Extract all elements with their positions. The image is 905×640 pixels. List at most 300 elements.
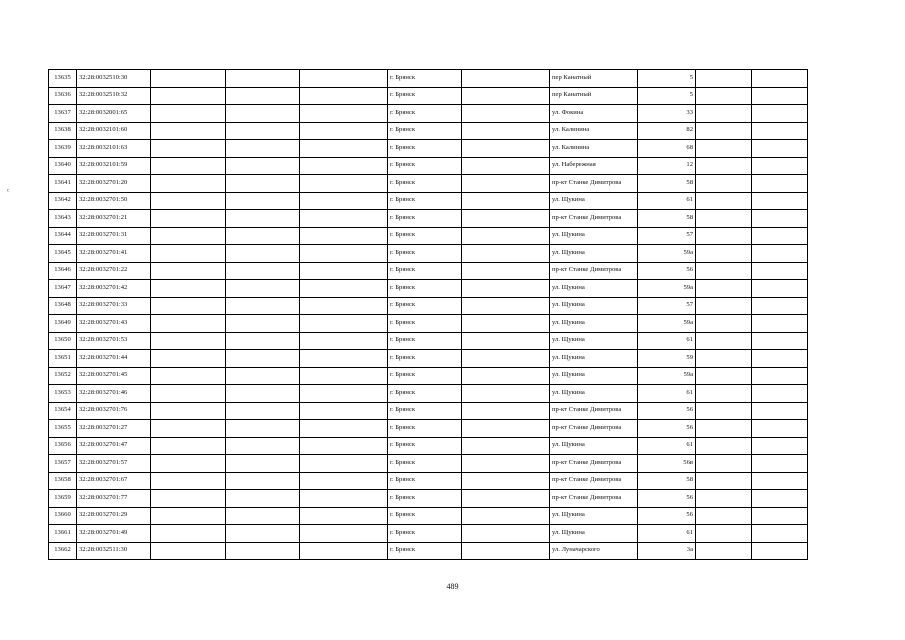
table-row	[49, 350, 808, 368]
house-number-cell: 12	[638, 157, 696, 175]
city-cell: г. Брянск	[388, 140, 462, 158]
cadastral-number-cell: 32:28:0032701:43	[77, 315, 151, 333]
empty-cell	[151, 455, 226, 473]
empty-cell	[226, 472, 300, 490]
city-cell: г. Брянск	[388, 472, 462, 490]
table-row	[49, 385, 808, 403]
empty-cell	[151, 70, 226, 88]
empty-cell	[226, 385, 300, 403]
cadastral-number-cell: 32:28:0032510:30	[77, 70, 151, 88]
street-cell: пр-кт Станке Димитрова	[550, 420, 638, 438]
house-number-cell: 58	[638, 472, 696, 490]
empty-cell	[151, 367, 226, 385]
table-row	[49, 122, 808, 140]
empty-cell	[752, 490, 808, 508]
cadastral-number-cell: 32:28:0032511:30	[77, 542, 151, 560]
cadastral-number-cell: 32:28:0032510:32	[77, 87, 151, 105]
street-cell: ул. Калинина	[550, 122, 638, 140]
house-number-cell: 3а	[638, 542, 696, 560]
table-row	[49, 472, 808, 490]
city-cell: г. Брянск	[388, 227, 462, 245]
cadastral-number-cell: 32:28:0032701:31	[77, 227, 151, 245]
empty-cell	[151, 227, 226, 245]
row-number-cell: 13657	[49, 455, 77, 473]
empty-cell	[752, 297, 808, 315]
row-number-cell: 13640	[49, 157, 77, 175]
street-cell: пр-кт Станке Димитрова	[550, 455, 638, 473]
empty-cell	[752, 420, 808, 438]
cadastral-number-cell: 32:28:0032701:53	[77, 332, 151, 350]
house-number-cell: 56	[638, 490, 696, 508]
empty-cell	[300, 122, 388, 140]
table-row	[49, 402, 808, 420]
empty-cell	[752, 525, 808, 543]
table-row	[49, 280, 808, 298]
house-number-cell: 58	[638, 175, 696, 193]
empty-cell	[462, 87, 550, 105]
empty-cell	[462, 210, 550, 228]
empty-cell	[752, 157, 808, 175]
empty-cell	[300, 245, 388, 263]
empty-cell	[151, 402, 226, 420]
empty-cell	[300, 437, 388, 455]
table-row	[49, 175, 808, 193]
empty-cell	[462, 455, 550, 473]
empty-cell	[151, 420, 226, 438]
table-row	[49, 525, 808, 543]
empty-cell	[696, 332, 752, 350]
city-cell: г. Брянск	[388, 262, 462, 280]
house-number-cell: 61	[638, 192, 696, 210]
row-number-cell: 13660	[49, 507, 77, 525]
empty-cell	[300, 402, 388, 420]
row-number-cell: 13649	[49, 315, 77, 333]
table-row	[49, 227, 808, 245]
house-number-cell: 82	[638, 122, 696, 140]
empty-cell	[696, 140, 752, 158]
city-cell: г. Брянск	[388, 210, 462, 228]
cadastral-number-cell: 32:28:0032701:33	[77, 297, 151, 315]
empty-cell	[226, 140, 300, 158]
house-number-cell: 59а	[638, 245, 696, 263]
cadastral-number-cell: 32:28:0032701:47	[77, 437, 151, 455]
street-cell: ул. Щукина	[550, 507, 638, 525]
empty-cell	[151, 437, 226, 455]
empty-cell	[696, 70, 752, 88]
empty-cell	[462, 122, 550, 140]
row-number-cell: 13646	[49, 262, 77, 280]
cadastral-number-cell: 32:28:0032701:42	[77, 280, 151, 298]
empty-cell	[151, 490, 226, 508]
city-cell: г. Брянск	[388, 420, 462, 438]
empty-cell	[752, 507, 808, 525]
table-row	[49, 297, 808, 315]
empty-cell	[462, 245, 550, 263]
empty-cell	[462, 437, 550, 455]
empty-cell	[151, 262, 226, 280]
empty-cell	[151, 315, 226, 333]
empty-cell	[151, 192, 226, 210]
empty-cell	[300, 332, 388, 350]
empty-cell	[696, 245, 752, 263]
empty-cell	[462, 105, 550, 123]
empty-cell	[226, 227, 300, 245]
city-cell: г. Брянск	[388, 157, 462, 175]
empty-cell	[300, 420, 388, 438]
table-row	[49, 210, 808, 228]
cadastral-number-cell: 32:28:0032701:45	[77, 367, 151, 385]
street-cell: пр-кт Станке Димитрова	[550, 175, 638, 193]
house-number-cell: 56в	[638, 455, 696, 473]
city-cell: г. Брянск	[388, 105, 462, 123]
empty-cell	[696, 227, 752, 245]
empty-cell	[696, 210, 752, 228]
empty-cell	[300, 227, 388, 245]
empty-cell	[300, 297, 388, 315]
cadastral-number-cell: 32:28:0032701:21	[77, 210, 151, 228]
house-number-cell: 61	[638, 385, 696, 403]
empty-cell	[151, 175, 226, 193]
cadastral-number-cell: 32:28:0032101:59	[77, 157, 151, 175]
empty-cell	[226, 315, 300, 333]
row-number-cell: 13645	[49, 245, 77, 263]
city-cell: г. Брянск	[388, 525, 462, 543]
row-number-cell: 13637	[49, 105, 77, 123]
empty-cell	[300, 525, 388, 543]
table-row	[49, 542, 808, 560]
empty-cell	[752, 245, 808, 263]
empty-cell	[462, 157, 550, 175]
empty-cell	[226, 87, 300, 105]
empty-cell	[696, 420, 752, 438]
empty-cell	[151, 157, 226, 175]
row-number-cell: 13662	[49, 542, 77, 560]
empty-cell	[462, 420, 550, 438]
empty-cell	[151, 280, 226, 298]
empty-cell	[462, 350, 550, 368]
empty-cell	[300, 157, 388, 175]
empty-cell	[300, 472, 388, 490]
row-number-cell: 13658	[49, 472, 77, 490]
empty-cell	[226, 507, 300, 525]
table-row	[49, 87, 808, 105]
empty-cell	[151, 210, 226, 228]
empty-cell	[752, 367, 808, 385]
street-cell: ул. Щукина	[550, 332, 638, 350]
table-row	[49, 490, 808, 508]
house-number-cell: 58	[638, 210, 696, 228]
empty-cell	[151, 472, 226, 490]
cadastral-number-cell: 32:28:0032701:20	[77, 175, 151, 193]
cadastral-number-cell: 32:28:0032701:46	[77, 385, 151, 403]
city-cell: г. Брянск	[388, 367, 462, 385]
city-cell: г. Брянск	[388, 490, 462, 508]
empty-cell	[696, 192, 752, 210]
house-number-cell: 56	[638, 402, 696, 420]
house-number-cell: 59а	[638, 367, 696, 385]
row-number-cell: 13661	[49, 525, 77, 543]
street-cell: пр-кт Станке Димитрова	[550, 472, 638, 490]
empty-cell	[696, 315, 752, 333]
row-number-cell: 13648	[49, 297, 77, 315]
empty-cell	[462, 70, 550, 88]
cadastral-number-cell: 32:28:0032701:27	[77, 420, 151, 438]
empty-cell	[696, 157, 752, 175]
row-number-cell: 13652	[49, 367, 77, 385]
empty-cell	[752, 210, 808, 228]
street-cell: пр-кт Станке Димитрова	[550, 490, 638, 508]
empty-cell	[696, 350, 752, 368]
street-cell: ул. Луначарского	[550, 542, 638, 560]
row-number-cell: 13650	[49, 332, 77, 350]
page-number: 489	[446, 582, 459, 591]
table-row	[49, 367, 808, 385]
empty-cell	[226, 175, 300, 193]
row-number-cell: 13641	[49, 175, 77, 193]
house-number-cell: 68	[638, 140, 696, 158]
empty-cell	[226, 542, 300, 560]
house-number-cell: 33	[638, 105, 696, 123]
empty-cell	[462, 332, 550, 350]
street-cell: пр-кт Станке Димитрова	[550, 210, 638, 228]
city-cell: г. Брянск	[388, 87, 462, 105]
empty-cell	[696, 262, 752, 280]
empty-cell	[752, 87, 808, 105]
empty-cell	[226, 192, 300, 210]
empty-cell	[696, 367, 752, 385]
empty-cell	[226, 402, 300, 420]
margin-mark: ᶜ	[7, 186, 10, 196]
table-row	[49, 437, 808, 455]
empty-cell	[752, 315, 808, 333]
empty-cell	[696, 455, 752, 473]
empty-cell	[462, 367, 550, 385]
empty-cell	[300, 455, 388, 473]
street-cell: ул. Щукина	[550, 315, 638, 333]
empty-cell	[752, 385, 808, 403]
city-cell: г. Брянск	[388, 315, 462, 333]
empty-cell	[300, 210, 388, 228]
empty-cell	[696, 542, 752, 560]
empty-cell	[226, 262, 300, 280]
empty-cell	[752, 122, 808, 140]
row-number-cell: 13656	[49, 437, 77, 455]
table-row	[49, 105, 808, 123]
street-cell: ул. Щукина	[550, 385, 638, 403]
empty-cell	[752, 140, 808, 158]
empty-cell	[151, 245, 226, 263]
empty-cell	[752, 472, 808, 490]
empty-cell	[300, 315, 388, 333]
empty-cell	[151, 525, 226, 543]
empty-cell	[300, 140, 388, 158]
row-number-cell: 13638	[49, 122, 77, 140]
empty-cell	[300, 490, 388, 508]
city-cell: г. Брянск	[388, 402, 462, 420]
city-cell: г. Брянск	[388, 542, 462, 560]
empty-cell	[226, 490, 300, 508]
row-number-cell: 13635	[49, 70, 77, 88]
city-cell: г. Брянск	[388, 122, 462, 140]
city-cell: г. Брянск	[388, 437, 462, 455]
cadastral-number-cell: 32:28:0032701:67	[77, 472, 151, 490]
empty-cell	[462, 525, 550, 543]
cadastral-number-cell: 32:28:0032701:29	[77, 507, 151, 525]
cadastral-number-cell: 32:28:0032701:57	[77, 455, 151, 473]
street-cell: ул. Фокина	[550, 105, 638, 123]
empty-cell	[752, 262, 808, 280]
street-cell: пер Канатный	[550, 70, 638, 88]
row-number-cell: 13655	[49, 420, 77, 438]
street-cell: ул. Щукина	[550, 297, 638, 315]
street-cell: ул. Щукина	[550, 245, 638, 263]
table-row	[49, 140, 808, 158]
city-cell: г. Брянск	[388, 192, 462, 210]
empty-cell	[226, 350, 300, 368]
table-row	[49, 315, 808, 333]
city-cell: г. Брянск	[388, 332, 462, 350]
row-number-cell: 13651	[49, 350, 77, 368]
row-number-cell: 13639	[49, 140, 77, 158]
empty-cell	[226, 210, 300, 228]
city-cell: г. Брянск	[388, 385, 462, 403]
empty-cell	[462, 402, 550, 420]
empty-cell	[300, 280, 388, 298]
empty-cell	[151, 332, 226, 350]
empty-cell	[752, 227, 808, 245]
street-cell: ул. Щукина	[550, 350, 638, 368]
street-cell: ул. Щукина	[550, 525, 638, 543]
empty-cell	[300, 262, 388, 280]
empty-cell	[752, 402, 808, 420]
city-cell: г. Брянск	[388, 507, 462, 525]
empty-cell	[752, 105, 808, 123]
row-number-cell: 13654	[49, 402, 77, 420]
empty-cell	[462, 227, 550, 245]
empty-cell	[151, 122, 226, 140]
street-cell: ул. Набережная	[550, 157, 638, 175]
empty-cell	[696, 437, 752, 455]
cadastral-number-cell: 32:28:0032701:50	[77, 192, 151, 210]
street-cell: ул. Щукина	[550, 437, 638, 455]
empty-cell	[300, 70, 388, 88]
table-row	[49, 192, 808, 210]
empty-cell	[696, 297, 752, 315]
cadastral-number-cell: 32:28:0032701:77	[77, 490, 151, 508]
street-cell: ул. Щукина	[550, 367, 638, 385]
empty-cell	[752, 70, 808, 88]
empty-cell	[752, 455, 808, 473]
house-number-cell: 57	[638, 297, 696, 315]
house-number-cell: 61	[638, 437, 696, 455]
cadastral-number-cell: 32:28:0032701:22	[77, 262, 151, 280]
empty-cell	[752, 350, 808, 368]
row-number-cell: 13659	[49, 490, 77, 508]
empty-cell	[151, 385, 226, 403]
empty-cell	[752, 437, 808, 455]
house-number-cell: 61	[638, 525, 696, 543]
empty-cell	[696, 122, 752, 140]
empty-cell	[752, 332, 808, 350]
house-number-cell: 59	[638, 350, 696, 368]
empty-cell	[226, 122, 300, 140]
empty-cell	[696, 490, 752, 508]
empty-cell	[300, 175, 388, 193]
empty-cell	[300, 367, 388, 385]
empty-cell	[226, 332, 300, 350]
empty-cell	[226, 437, 300, 455]
empty-cell	[462, 507, 550, 525]
cadastral-number-cell: 32:28:0032701:41	[77, 245, 151, 263]
row-number-cell: 13644	[49, 227, 77, 245]
empty-cell	[696, 105, 752, 123]
house-number-cell: 56	[638, 262, 696, 280]
table-row	[49, 262, 808, 280]
city-cell: г. Брянск	[388, 280, 462, 298]
house-number-cell: 59а	[638, 280, 696, 298]
registry-rows	[49, 70, 808, 560]
empty-cell	[752, 175, 808, 193]
city-cell: г. Брянск	[388, 455, 462, 473]
table-row	[49, 507, 808, 525]
empty-cell	[226, 455, 300, 473]
table-row	[49, 332, 808, 350]
empty-cell	[226, 525, 300, 543]
empty-cell	[462, 192, 550, 210]
empty-cell	[300, 87, 388, 105]
empty-cell	[752, 280, 808, 298]
empty-cell	[300, 385, 388, 403]
empty-cell	[752, 542, 808, 560]
table-row	[49, 420, 808, 438]
empty-cell	[151, 297, 226, 315]
house-number-cell: 5	[638, 87, 696, 105]
table-row	[49, 70, 808, 88]
city-cell: г. Брянск	[388, 245, 462, 263]
cadastral-number-cell: 32:28:0032701:44	[77, 350, 151, 368]
table-row	[49, 455, 808, 473]
row-number-cell: 13647	[49, 280, 77, 298]
street-cell: ул. Щукина	[550, 280, 638, 298]
table-row	[49, 157, 808, 175]
registry-table	[48, 69, 808, 560]
empty-cell	[151, 350, 226, 368]
street-cell: ул. Щукина	[550, 227, 638, 245]
empty-cell	[300, 507, 388, 525]
city-cell: г. Брянск	[388, 70, 462, 88]
cadastral-number-cell: 32:28:0032001:65	[77, 105, 151, 123]
house-number-cell: 56	[638, 420, 696, 438]
empty-cell	[226, 280, 300, 298]
cadastral-number-cell: 32:28:0032101:60	[77, 122, 151, 140]
city-cell: г. Брянск	[388, 350, 462, 368]
empty-cell	[696, 472, 752, 490]
row-number-cell: 13643	[49, 210, 77, 228]
empty-cell	[462, 542, 550, 560]
cadastral-number-cell: 32:28:0032101:63	[77, 140, 151, 158]
empty-cell	[462, 385, 550, 403]
empty-cell	[226, 105, 300, 123]
empty-cell	[151, 507, 226, 525]
street-cell: пр-кт Станке Димитрова	[550, 262, 638, 280]
row-number-cell: 13636	[49, 87, 77, 105]
city-cell: г. Брянск	[388, 175, 462, 193]
city-cell: г. Брянск	[388, 297, 462, 315]
empty-cell	[151, 140, 226, 158]
empty-cell	[226, 245, 300, 263]
empty-cell	[696, 525, 752, 543]
empty-cell	[696, 402, 752, 420]
